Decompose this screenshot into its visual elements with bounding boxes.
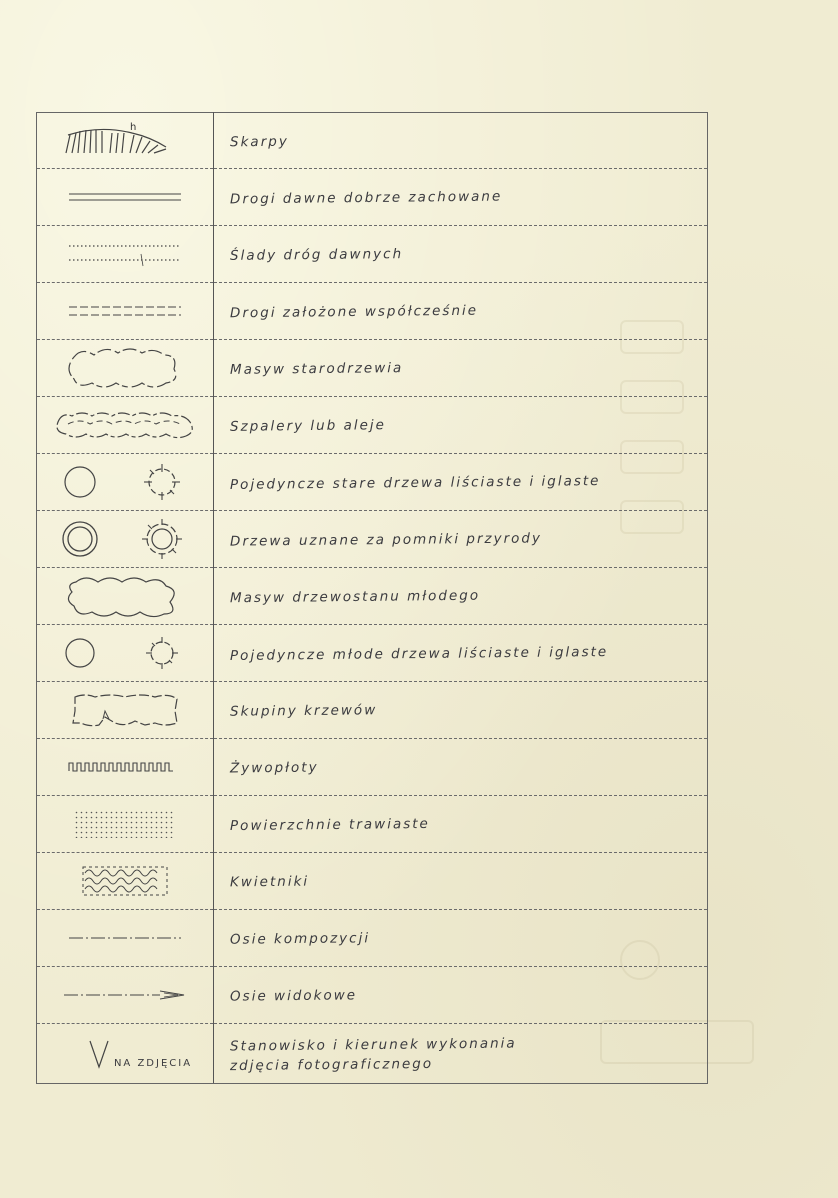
composition-axis-icon	[65, 931, 185, 945]
monument-trees-icon	[50, 516, 200, 562]
legend-row	[37, 739, 708, 796]
legend-row	[37, 910, 708, 967]
photo-symbol-label: NA ZDJĘCIA	[113, 1057, 193, 1069]
legend-row	[37, 967, 708, 1024]
legend-row	[37, 283, 708, 340]
flowerbed-symbol	[37, 853, 214, 910]
legend-label: Skupiny krzewów	[229, 702, 378, 720]
dotted-road-icon	[65, 240, 185, 268]
legend-label: Drogi dawne dobrze zachowane	[229, 188, 503, 208]
legend-label: Kwietniki	[229, 873, 310, 891]
legend-row	[37, 397, 708, 454]
legend-label: Osie kompozycji	[229, 930, 371, 948]
legend-row	[37, 454, 708, 511]
dashed-road-symbol	[37, 283, 214, 340]
legend-label: Drogi założone współcześnie	[229, 302, 479, 322]
solid-road-symbol	[37, 169, 214, 226]
young-tree-mass-icon	[60, 572, 190, 620]
legend-label: Powierzchnie trawiaste	[229, 815, 430, 835]
single-old-trees-symbol	[37, 454, 214, 511]
single-young-trees-icon	[50, 633, 200, 673]
legend-row	[37, 1024, 708, 1084]
legend-row	[37, 169, 708, 226]
legend-label: Skarpy	[229, 133, 289, 150]
alley-icon	[50, 408, 200, 442]
old-tree-mass-symbol	[37, 340, 214, 397]
young-tree-mass-symbol	[37, 568, 214, 625]
camera-direction-icon	[88, 1039, 110, 1069]
legend-row	[37, 853, 708, 910]
shrub-group-icon	[65, 689, 185, 731]
composition-axis-symbol	[37, 910, 214, 967]
flowerbed-icon	[65, 863, 185, 899]
legend-row	[37, 796, 708, 853]
shrub-group-symbol	[37, 682, 214, 739]
legend-label: Osie widokowe	[229, 987, 358, 1005]
legend-row	[37, 511, 708, 568]
legend-table	[36, 112, 708, 1084]
grass-icon	[65, 806, 185, 842]
legend-label: Pojedyncze młode drzewa liściaste i iglaste	[229, 644, 609, 664]
legend-label: Szpalery lub aleje	[229, 417, 387, 435]
legend-row	[37, 682, 708, 739]
skarpy-symbol	[37, 113, 214, 169]
legend-label: Pojedyncze stare drzewa liściaste i iglaste	[229, 473, 601, 493]
legend-row	[37, 625, 708, 682]
legend-label: Ślady dróg dawnych	[229, 246, 404, 264]
grass-symbol	[37, 796, 214, 853]
legend-label-line2: zdjęcia fotograficznego	[229, 1055, 434, 1074]
legend-row	[37, 568, 708, 625]
legend-row	[37, 113, 708, 169]
old-tree-mass-icon	[60, 345, 190, 391]
view-axis-symbol	[37, 967, 214, 1024]
legend-label: Stanowisko i kierunek wykonania	[229, 1034, 517, 1055]
legend-label: Drzewa uznane za pomniki przyrody	[229, 530, 543, 550]
svg-text:h: h	[130, 121, 137, 133]
view-axis-icon	[60, 987, 190, 1003]
legend-row	[37, 226, 708, 283]
hedge-icon	[65, 757, 185, 777]
photo-position-symbol	[37, 1024, 214, 1084]
legend-row	[37, 340, 708, 397]
alley-symbol	[37, 397, 214, 454]
solid-road-icon	[65, 185, 185, 209]
single-young-trees-symbol	[37, 625, 214, 682]
legend-label: Masyw drzewostanu młodego	[229, 587, 481, 607]
legend-label: Masyw starodrzewia	[229, 360, 404, 378]
skarpy-icon	[60, 121, 190, 161]
monument-trees-symbol	[37, 511, 214, 568]
hedge-symbol	[37, 739, 214, 796]
legend-label: Żywopłoty	[229, 759, 319, 777]
dotted-road-symbol	[37, 226, 214, 283]
dashed-road-icon	[65, 299, 185, 323]
single-old-trees-icon	[50, 460, 200, 504]
